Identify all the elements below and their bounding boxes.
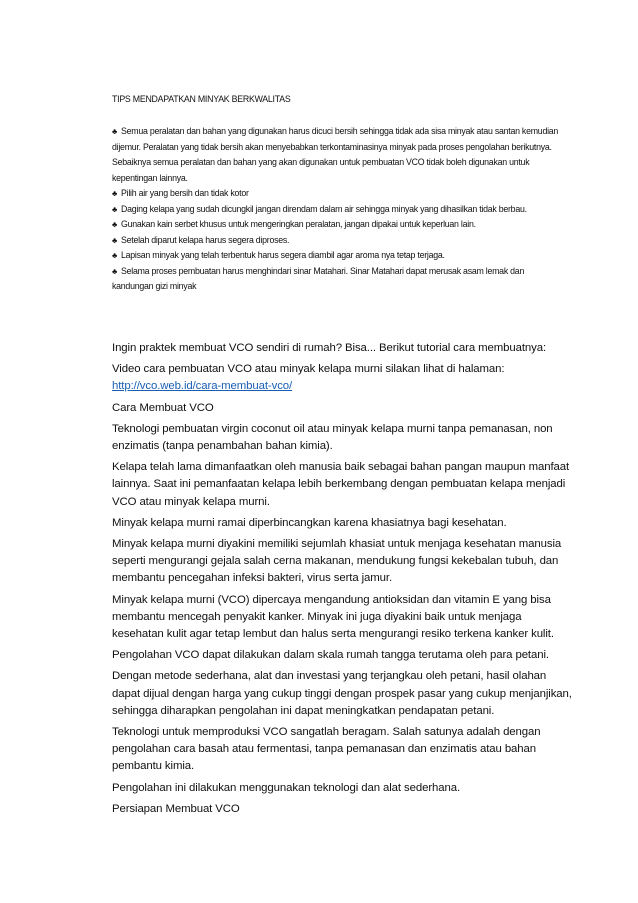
body-paragraph: Pengolahan VCO dapat dilakukan dalam skala rumah tangga terutama oleh para petani.	[112, 649, 549, 662]
body-paragraph: Minyak kelapa murni ramai diperbincangkan karena khasiatnya bagi kesehatan.	[112, 516, 507, 529]
list-item-text: Lapisan minyak yang telah terbentuk harus segera diambil agar aroma nya tetap terjaga.	[121, 250, 445, 260]
body-paragraph: Pengolahan ini dilakukan menggunakan teknologi dan alat sederhana.	[112, 781, 461, 794]
club-bullet-icon: ♣	[112, 266, 117, 276]
body-paragraph: Teknologi pembuatan virgin coconut oil atau minyak kelapa murni tanpa pemanasan, non enzimatis (tanpa penambahan bahan kimia).	[112, 422, 553, 453]
tips-list	[112, 124, 564, 295]
section-title: Persiapan Membuat VCO	[112, 802, 240, 815]
club-bullet-icon: ♣	[112, 127, 117, 136]
intro-paragraph: Ingin praktek membuat VCO sendiri di rumah? Bisa... Berikut tutorial cara membuatnya:	[112, 342, 547, 354]
body-paragraph: Minyak kelapa murni diyakini memiliki sejumlah khasiat untuk menjaga kesehatan manusia seperti mengurangi gejala salah cerna makanan, mendukung fungsi kekebalan tubuh, dan membantu pencegahan infeksi bakteri, virus serta jamur.	[112, 538, 562, 585]
club-bullet-icon: ♣	[112, 251, 117, 260]
club-bullet-icon: ♣	[112, 204, 117, 214]
list-item	[112, 264, 564, 295]
list-item-text: Semua peralatan dan bahan yang digunakan harus dicuci bersih sehingga tidak ada sisa minyak atau santan kemudian dijemur. Peralatan yang tidak bersih akan menyebabkan terkontaminasinya minyak pada proses pengolahan berikutnya. Sebaiknya semua peralatan dan bahan yang akan digunakan untuk pembuatan VCO tidak boleh digunakan untuk kepentingan lainnya.	[112, 126, 559, 183]
list-item	[112, 202, 564, 218]
list-item	[112, 186, 564, 202]
article-body	[112, 340, 572, 822]
list-item-text: Daging kelapa yang sudah dicungkil jangan direndam dalam air sehingga minyak yang dihasilkan tidak berbau.	[121, 203, 527, 214]
section-title: Cara Membuat VCO	[112, 401, 214, 414]
list-item-text: Pilih air yang bersih dan tidak kotor	[121, 188, 249, 198]
list-item	[112, 124, 564, 186]
list-item-text: Selama proses pembuatan harus menghindari sinar Matahari. Sinar Matahari dapat merusak asam lemak dan kandungan gizi minyak	[112, 265, 525, 291]
club-bullet-icon: ♣	[112, 189, 117, 198]
tips-heading: TIPS MENDAPATKAN MINYAK BERKWALITAS	[112, 94, 291, 104]
list-item	[112, 233, 564, 249]
video-paragraph	[112, 361, 572, 395]
club-bullet-icon: ♣	[112, 235, 117, 245]
body-paragraph: Minyak kelapa murni (VCO) dipercaya mengandung antioksidan dan vitamin E yang bisa membantu mencegah penyakit kanker. Minyak ini juga diyakini baik untuk menjaga kesehatan kulit agar tetap lembut dan halus serta mengurangi resiko terkena kanker kulit.	[112, 593, 554, 641]
list-item-text: Gunakan kain serbet khusus untuk mengeringkan peralatan, jangan dipakai untuk keperluan lain.	[121, 219, 476, 229]
video-text: Video cara pembuatan VCO atau minyak kelapa murni silakan lihat di halaman:	[112, 363, 505, 376]
list-item	[112, 248, 564, 264]
list-item	[112, 217, 564, 233]
video-link[interactable]: http://vco.web.id/cara-membuat-vco/	[112, 380, 293, 393]
body-paragraph: Teknologi untuk memproduksi VCO sangatlah beragam. Salah satunya adalah dengan pengolahan cara basah atau fermentasi, tanpa pemanasan dan enzimatis atau bahan pembantu kimia.	[112, 726, 541, 773]
body-paragraph: Kelapa telah lama dimanfaatkan oleh manusia baik sebagai bahan pangan maupun manfaat lainnya. Saat ini pemanfaatan kelapa lebih berkembang dengan pembuatan kelapa menjadi VCO atau minyak kelapa murni.	[112, 461, 570, 508]
body-paragraph: Dengan metode sederhana, alat dan investasi yang terjangkau oleh petani, hasil olahan dapat dijual dengan harga yang cukup tinggi dengan prospek pasar yang cukup menjanjikan, sehingga diharapkan pengolahan ini dapat meningkatkan pendapatan petani.	[112, 670, 572, 717]
club-bullet-icon: ♣	[112, 220, 117, 229]
list-item-text: Setelah diparut kelapa harus segera diproses.	[121, 234, 290, 245]
